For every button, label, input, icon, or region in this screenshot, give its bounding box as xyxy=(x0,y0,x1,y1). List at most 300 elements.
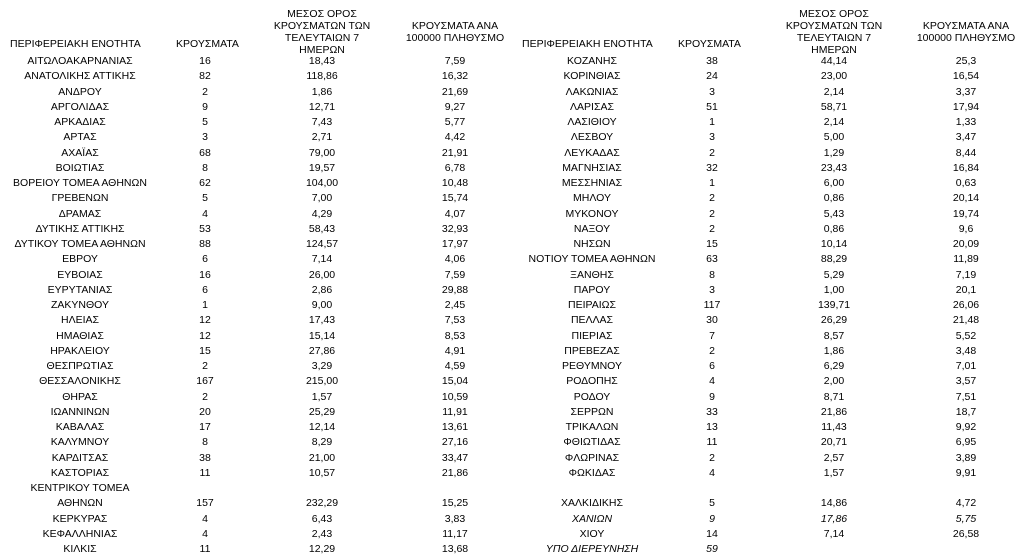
avg7-cell: 7,14 xyxy=(311,253,333,266)
per100k-cell: 20,14 xyxy=(952,192,980,205)
per100k-cell: 17,97 xyxy=(441,238,469,250)
cases-cell: 17 xyxy=(199,421,211,433)
region-cell: ΡΟΔΟΥ xyxy=(573,390,611,403)
cases-cell: 6 xyxy=(709,360,715,372)
table-row xyxy=(512,130,1024,145)
cases-cell: 3 xyxy=(709,283,715,296)
avg7-cell: 17,43 xyxy=(308,314,336,327)
cases-cell: 82 xyxy=(199,70,211,83)
cases-cell: 2 xyxy=(709,192,715,205)
table-row xyxy=(512,481,1024,496)
cases-cell: 3 xyxy=(202,131,208,144)
table-row xyxy=(512,496,1024,511)
cases-cell: 30 xyxy=(706,314,718,327)
region-cell: ΚΑΛΥΜΝΟΥ xyxy=(50,436,110,449)
avg7-cell: 8,71 xyxy=(823,390,845,403)
per100k-cell: 26,06 xyxy=(952,299,980,311)
avg7-cell: 21,86 xyxy=(820,405,848,418)
header-avg7: ΜΕΣΟΣ ΟΡΟΣ ΚΡΟΥΣΜΑΤΩΝ ΤΩΝ ΤΕΛΕΥΤΑΙΩΝ 7 ΗΜΕΡΩΝ xyxy=(273,8,371,56)
cases-cell: 4 xyxy=(202,512,208,525)
cases-cell: 16 xyxy=(199,268,211,281)
table-row xyxy=(0,252,512,267)
region-cell: ΑΙΤΩΛΟΑΚΑΡΝΑΝΙΑΣ xyxy=(27,55,133,67)
avg7-cell: 7,00 xyxy=(311,192,333,205)
table-row xyxy=(0,512,512,527)
table-row xyxy=(512,161,1024,176)
per100k-cell: 17,94 xyxy=(952,100,980,113)
avg7-cell: 58,43 xyxy=(308,222,336,235)
table-row xyxy=(0,405,512,420)
cases-cell: 24 xyxy=(706,70,718,83)
table-row xyxy=(0,329,512,344)
table-row xyxy=(0,176,512,191)
cases-cell: 11 xyxy=(199,466,211,479)
per100k-cell: 4,91 xyxy=(444,344,466,357)
table-row xyxy=(0,283,512,298)
cases-cell: 51 xyxy=(706,100,718,113)
region-cell: ΠΕΙΡΑΙΩΣ xyxy=(568,299,616,311)
avg7-cell: 215,00 xyxy=(305,375,339,388)
region-cell: ΤΡΙΚΑΛΩΝ xyxy=(565,421,619,433)
per100k-cell: 15,25 xyxy=(441,497,469,510)
cases-cell: 13 xyxy=(706,421,718,433)
table-row xyxy=(0,390,512,405)
table-row xyxy=(512,100,1024,115)
table-row xyxy=(512,542,1024,557)
table-row xyxy=(0,85,512,100)
table-row xyxy=(0,313,512,328)
cases-cell: 1 xyxy=(709,116,715,128)
avg7-cell: 118,86 xyxy=(306,70,338,83)
per100k-cell: 19,74 xyxy=(952,207,980,220)
per100k-cell: 4,59 xyxy=(444,360,466,372)
region-cell: ΘΕΣΣΑΛΟΝΙΚΗΣ xyxy=(39,375,121,388)
per100k-cell: 5,75 xyxy=(955,512,977,525)
per100k-cell: 5,77 xyxy=(444,116,466,128)
avg7-cell: 6,29 xyxy=(823,360,845,372)
avg7-cell: 4,29 xyxy=(311,207,333,220)
cases-cell: 5 xyxy=(202,116,208,128)
region-cell: ΘΗΡΑΣ xyxy=(62,390,98,403)
cases-cell: 9 xyxy=(709,512,715,525)
avg7-cell: 12,29 xyxy=(308,543,336,555)
table-row xyxy=(0,542,512,557)
region-cell: ΡΕΘΥΜΝΟΥ xyxy=(561,360,622,372)
avg7-cell: 104,00 xyxy=(305,177,339,189)
per100k-cell: 5,52 xyxy=(955,329,977,342)
per100k-cell: 15,04 xyxy=(441,375,469,388)
table-row xyxy=(0,54,512,69)
region-cell: ΥΠΟ ΔΙΕΡΕΥΝΗΣΗ xyxy=(545,543,639,555)
table-row xyxy=(0,191,512,206)
per100k-cell: 2,45 xyxy=(444,299,466,311)
avg7-cell: 2,57 xyxy=(823,451,845,464)
avg7-cell: 2,71 xyxy=(311,131,333,144)
avg7-cell: 10,14 xyxy=(820,238,848,250)
region-cell: ΜΗΛΟΥ xyxy=(573,192,611,205)
table-row xyxy=(0,161,512,176)
header-region: ΠΕΡΙΦΕΡΕΙΑΚΗ ΕΝΟΤΗΤΑ xyxy=(10,38,141,50)
table-row xyxy=(0,130,512,145)
table-row xyxy=(512,268,1024,283)
table-row xyxy=(0,359,512,374)
header-per100k: ΚΡΟΥΣΜΑΤΑ ΑΝΑ 100000 ΠΛΗΘΥΣΜΟ xyxy=(405,20,505,44)
region-cell: ΙΩΑΝΝΙΝΩΝ xyxy=(50,405,110,418)
avg7-cell: 9,00 xyxy=(311,299,333,311)
table-row xyxy=(512,176,1024,191)
region-cell: ΚΕΝΤΡΙΚΟΥ ΤΟΜΕΑ xyxy=(30,482,130,494)
cases-cell: 1 xyxy=(202,299,208,311)
per100k-cell: 6,78 xyxy=(444,161,466,174)
cases-cell: 2 xyxy=(202,390,208,403)
avg7-cell: 12,71 xyxy=(308,100,336,113)
per100k-cell: 7,59 xyxy=(444,268,466,281)
per100k-cell: 33,47 xyxy=(441,451,469,464)
table-row xyxy=(512,85,1024,100)
avg7-cell: 12,14 xyxy=(308,421,336,433)
region-cell: ΘΕΣΠΡΩΤΙΑΣ xyxy=(46,360,114,372)
table-row xyxy=(512,222,1024,237)
cases-cell: 33 xyxy=(706,405,718,418)
table-row xyxy=(512,252,1024,267)
per100k-cell: 10,48 xyxy=(441,177,469,189)
avg7-cell: 7,14 xyxy=(823,527,845,540)
cases-cell: 6 xyxy=(202,283,208,296)
per100k-cell: 4,72 xyxy=(955,497,977,510)
avg7-cell: 44,14 xyxy=(820,55,848,67)
region-cell: ΝΟΤΙΟΥ ΤΟΜΕΑ ΑΘΗΝΩΝ xyxy=(528,253,656,266)
region-cell: ΔΥΤΙΚΗΣ ΑΤΤΙΚΗΣ xyxy=(35,222,125,235)
per100k-cell: 25,3 xyxy=(955,55,977,67)
cases-cell: 2 xyxy=(709,451,715,464)
avg7-cell: 17,86 xyxy=(820,512,848,525)
region-cell: ΝΑΞΟΥ xyxy=(573,222,611,235)
avg7-cell: 139,71 xyxy=(817,299,851,311)
region-cell: ΞΑΝΘΗΣ xyxy=(570,268,614,281)
per100k-cell: 9,91 xyxy=(955,466,977,479)
table-row xyxy=(512,374,1024,389)
table-row xyxy=(0,435,512,450)
region-cell: ΒΟΡΕΙΟΥ ΤΟΜΕΑ ΑΘΗΝΩΝ xyxy=(13,177,147,189)
region-cell: ΦΛΩΡΙΝΑΣ xyxy=(564,451,620,464)
header-cases-right: ΚΡΟΥΣΜΑΤΑ xyxy=(678,38,741,50)
region-cell: ΚΕΦΑΛΛΗΝΙΑΣ xyxy=(42,527,118,540)
region-cell: ΠΡΕΒΕΖΑΣ xyxy=(564,344,620,357)
per100k-cell: 3,37 xyxy=(955,85,977,98)
table-row xyxy=(0,237,512,252)
cases-cell: 6 xyxy=(202,253,208,266)
per100k-cell: 3,47 xyxy=(955,131,977,144)
cases-cell: 38 xyxy=(199,451,211,464)
table-row xyxy=(512,420,1024,435)
header-per100k-right: ΚΡΟΥΣΜΑΤΑ ΑΝΑ 100000 ΠΛΗΘΥΣΜΟ xyxy=(916,20,1016,44)
table-row xyxy=(512,359,1024,374)
cases-cell: 9 xyxy=(202,100,208,113)
cases-cell: 12 xyxy=(199,329,211,342)
table-row xyxy=(0,222,512,237)
avg7-cell: 2,86 xyxy=(311,283,333,296)
region-cell: ΕΒΡΟΥ xyxy=(62,253,98,266)
region-cell: ΦΘΙΩΤΙΔΑΣ xyxy=(563,436,621,449)
per100k-cell: 11,89 xyxy=(953,253,979,266)
table-row xyxy=(0,100,512,115)
table-row xyxy=(0,298,512,313)
region-cell: ΗΛΕΙΑΣ xyxy=(60,314,99,327)
table-row xyxy=(0,451,512,466)
avg7-cell: 8,29 xyxy=(311,436,333,449)
table-row xyxy=(512,191,1024,206)
per100k-cell: 16,54 xyxy=(952,70,980,83)
table-row xyxy=(0,207,512,222)
region-cell: ΑΝΔΡΟΥ xyxy=(58,85,102,98)
per100k-cell: 0,63 xyxy=(955,177,977,189)
region-cell: ΑΧΑΪΑΣ xyxy=(61,146,99,159)
avg7-cell: 10,57 xyxy=(308,466,336,479)
cases-cell: 9 xyxy=(709,390,715,403)
avg7-cell: 14,86 xyxy=(820,497,848,510)
avg7-cell: 8,57 xyxy=(823,329,845,342)
table-row xyxy=(0,466,512,481)
per100k-cell: 20,09 xyxy=(952,238,980,250)
table-row xyxy=(512,466,1024,481)
avg7-cell: 5,43 xyxy=(823,207,845,220)
per100k-cell: 10,59 xyxy=(441,390,469,403)
table-row xyxy=(0,481,512,496)
per100k-cell: 27,16 xyxy=(441,436,469,449)
cases-cell: 4 xyxy=(709,375,715,388)
cases-cell: 12 xyxy=(199,314,211,327)
region-cell: ΚΟΖΑΝΗΣ xyxy=(567,55,617,67)
cases-cell: 15 xyxy=(706,238,718,250)
cases-cell: 68 xyxy=(199,146,211,159)
table-row xyxy=(0,374,512,389)
header-avg7-right: ΜΕΣΟΣ ΟΡΟΣ ΚΡΟΥΣΜΑΤΩΝ ΤΩΝ ΤΕΛΕΥΤΑΙΩΝ 7 ΗΜΕΡΩΝ xyxy=(785,8,883,56)
cases-cell: 14 xyxy=(706,527,718,540)
avg7-cell: 2,00 xyxy=(823,375,845,388)
avg7-cell: 26,00 xyxy=(308,268,336,281)
avg7-cell: 15,14 xyxy=(308,329,336,342)
region-cell: ΡΟΔΟΠΗΣ xyxy=(566,375,618,388)
avg7-cell: 0,86 xyxy=(823,192,845,205)
cases-cell: 3 xyxy=(709,131,715,144)
region-cell: ΚΟΡΙΝΘΙΑΣ xyxy=(563,70,621,83)
region-cell: ΚΑΡΔΙΤΣΑΣ xyxy=(51,451,109,464)
region-cell: ΦΩΚΙΔΑΣ xyxy=(568,466,616,479)
avg7-cell: 6,00 xyxy=(823,177,845,189)
region-cell: ΠΑΡΟΥ xyxy=(573,283,611,296)
avg7-cell: 27,86 xyxy=(308,344,336,357)
region-cell: ΑΡΤΑΣ xyxy=(63,131,97,144)
region-cell: ΑΡΚΑΔΙΑΣ xyxy=(54,116,106,128)
per100k-cell: 7,19 xyxy=(955,268,977,281)
region-cell: ΛΑΡΙΣΑΣ xyxy=(570,100,614,113)
avg7-cell: 5,29 xyxy=(823,268,845,281)
table-row xyxy=(0,115,512,130)
region-cell: ΛΑΣΙΘΙΟΥ xyxy=(567,116,617,128)
per100k-cell: 3,57 xyxy=(955,375,977,388)
avg7-cell: 2,14 xyxy=(823,116,845,128)
avg7-cell: 26,29 xyxy=(820,314,848,327)
cases-cell: 20 xyxy=(199,405,211,418)
cases-cell: 63 xyxy=(706,253,718,266)
cases-cell: 7 xyxy=(709,329,715,342)
table-row xyxy=(512,329,1024,344)
per100k-cell: 29,88 xyxy=(441,283,469,296)
per100k-cell: 1,33 xyxy=(955,116,977,128)
avg7-cell: 0,86 xyxy=(823,222,845,235)
avg7-cell: 6,43 xyxy=(311,512,333,525)
region-cell: ΣΕΡΡΩΝ xyxy=(570,405,614,418)
avg7-cell: 20,71 xyxy=(820,436,848,449)
table-row xyxy=(512,54,1024,69)
cases-cell: 1 xyxy=(709,177,715,189)
table-row xyxy=(0,69,512,84)
region-cell: ΠΕΛΛΑΣ xyxy=(570,314,614,327)
region-cell: ΚΕΡΚΥΡΑΣ xyxy=(52,512,108,525)
avg7-cell: 1,86 xyxy=(823,344,845,357)
table-row xyxy=(512,237,1024,252)
avg7-cell: 1,29 xyxy=(823,146,845,159)
region-cell: ΜΥΚΟΝΟΥ xyxy=(565,207,619,220)
avg7-cell: 232,29 xyxy=(305,497,339,510)
region-cell: ΚΑΒΑΛΑΣ xyxy=(55,421,105,433)
cases-cell: 2 xyxy=(709,344,715,357)
cases-cell: 5 xyxy=(202,192,208,205)
cases-cell: 8 xyxy=(202,161,208,174)
cases-cell: 88 xyxy=(199,238,211,250)
table-row xyxy=(512,405,1024,420)
avg7-cell: 23,43 xyxy=(820,161,848,174)
per100k-cell: 21,48 xyxy=(952,314,980,327)
per100k-cell: 4,07 xyxy=(444,207,466,220)
per100k-cell: 4,06 xyxy=(444,253,466,266)
region-cell: ΔΡΑΜΑΣ xyxy=(58,207,102,220)
avg7-cell: 18,43 xyxy=(308,55,336,67)
per100k-cell: 11,91 xyxy=(442,405,468,418)
table-row xyxy=(0,420,512,435)
per100k-cell: 3,89 xyxy=(955,451,977,464)
avg7-cell: 79,00 xyxy=(308,146,336,159)
cases-cell: 2 xyxy=(202,85,208,98)
cases-cell: 62 xyxy=(199,177,211,189)
per100k-cell: 26,58 xyxy=(952,527,980,540)
per100k-cell: 21,86 xyxy=(441,466,469,479)
per100k-cell: 9,27 xyxy=(444,100,466,113)
cases-cell: 4 xyxy=(202,207,208,220)
per100k-cell: 18,7 xyxy=(955,405,977,418)
cases-cell: 53 xyxy=(199,222,211,235)
per100k-cell: 11,17 xyxy=(442,527,468,540)
region-cell: ΧΑΛΚΙΔΙΚΗΣ xyxy=(561,497,623,510)
cases-cell: 2 xyxy=(709,146,715,159)
cases-cell: 8 xyxy=(709,268,715,281)
avg7-cell: 7,43 xyxy=(311,116,333,128)
per100k-cell: 13,61 xyxy=(441,421,469,433)
cases-cell: 117 xyxy=(703,299,721,311)
per100k-cell: 15,74 xyxy=(441,192,469,205)
region-cell: ΠΙΕΡΙΑΣ xyxy=(571,329,613,342)
per100k-cell: 16,32 xyxy=(441,70,469,83)
avg7-cell: 1,57 xyxy=(823,466,845,479)
table-row xyxy=(512,390,1024,405)
per100k-cell: 7,53 xyxy=(444,314,466,327)
region-cell: ΛΑΚΩΝΙΑΣ xyxy=(565,85,619,98)
table-row xyxy=(0,146,512,161)
region-cell: ΛΕΥΚΑΔΑΣ xyxy=(564,146,620,159)
table-row xyxy=(512,435,1024,450)
cases-cell: 15 xyxy=(199,344,211,357)
table-row xyxy=(512,313,1024,328)
per100k-cell: 32,93 xyxy=(441,222,469,235)
avg7-cell: 88,29 xyxy=(820,253,848,266)
region-cell: ΛΕΣΒΟΥ xyxy=(570,131,614,144)
region-cell: ΗΜΑΘΙΑΣ xyxy=(56,329,104,342)
avg7-cell: 1,57 xyxy=(311,390,333,403)
cases-cell: 8 xyxy=(202,436,208,449)
table-row xyxy=(512,115,1024,130)
avg7-cell: 11,43 xyxy=(821,421,847,433)
region-cell: ΜΑΓΝΗΣΙΑΣ xyxy=(562,161,622,174)
table-row xyxy=(512,512,1024,527)
table-row xyxy=(512,298,1024,313)
region-cell: ΧΑΝΙΩΝ xyxy=(571,512,613,525)
region-cell: ΔΥΤΙΚΟΥ ΤΟΜΕΑ ΑΘΗΝΩΝ xyxy=(14,238,146,250)
cases-cell: 32 xyxy=(706,161,718,174)
avg7-cell: 124,57 xyxy=(305,238,339,250)
table-row xyxy=(512,283,1024,298)
avg7-cell: 21,00 xyxy=(308,451,336,464)
table-row xyxy=(0,527,512,542)
per100k-cell: 3,48 xyxy=(955,344,977,357)
avg7-cell: 1,86 xyxy=(311,85,333,98)
per100k-cell: 21,69 xyxy=(441,85,469,98)
cases-cell: 2 xyxy=(202,360,208,372)
per100k-cell: 9,92 xyxy=(955,421,977,433)
table-row xyxy=(512,527,1024,542)
table-row xyxy=(512,207,1024,222)
per100k-cell: 20,1 xyxy=(955,283,977,296)
avg7-cell: 23,00 xyxy=(820,70,848,83)
table-row xyxy=(512,344,1024,359)
cases-cell: 2 xyxy=(709,207,715,220)
cases-cell: 59 xyxy=(706,543,718,555)
avg7-cell: 5,00 xyxy=(823,131,845,144)
cases-cell: 4 xyxy=(709,466,715,479)
cases-cell: 16 xyxy=(199,55,211,67)
region-cell: ΕΥΡΥΤΑΝΙΑΣ xyxy=(47,283,113,296)
cases-cell: 2 xyxy=(709,222,715,235)
table-row xyxy=(512,69,1024,84)
region-cell: ΑΘΗΝΩΝ xyxy=(57,497,103,510)
region-cell: ΑΡΓΟΛΙΔΑΣ xyxy=(50,100,110,113)
table-row xyxy=(0,268,512,283)
per100k-cell: 7,01 xyxy=(955,360,977,372)
table-row xyxy=(0,496,512,511)
table-row xyxy=(512,146,1024,161)
avg7-cell: 58,71 xyxy=(820,100,848,113)
avg7-cell: 1,00 xyxy=(823,283,845,296)
region-cell: ΜΕΣΣΗΝΙΑΣ xyxy=(561,177,623,189)
region-cell: ΒΟΙΩΤΙΑΣ xyxy=(55,161,105,174)
per100k-cell: 7,59 xyxy=(444,55,466,67)
region-cell: ΧΙΟΥ xyxy=(579,527,605,540)
region-cell: ΚΙΛΚΙΣ xyxy=(63,543,97,555)
region-cell: ΝΗΣΩΝ xyxy=(573,238,611,250)
avg7-cell: 3,29 xyxy=(311,360,333,372)
region-cell: ΗΡΑΚΛΕΙΟΥ xyxy=(50,344,110,357)
region-cell: ΚΑΣΤΟΡΙΑΣ xyxy=(50,466,110,479)
per100k-cell: 6,95 xyxy=(955,436,977,449)
